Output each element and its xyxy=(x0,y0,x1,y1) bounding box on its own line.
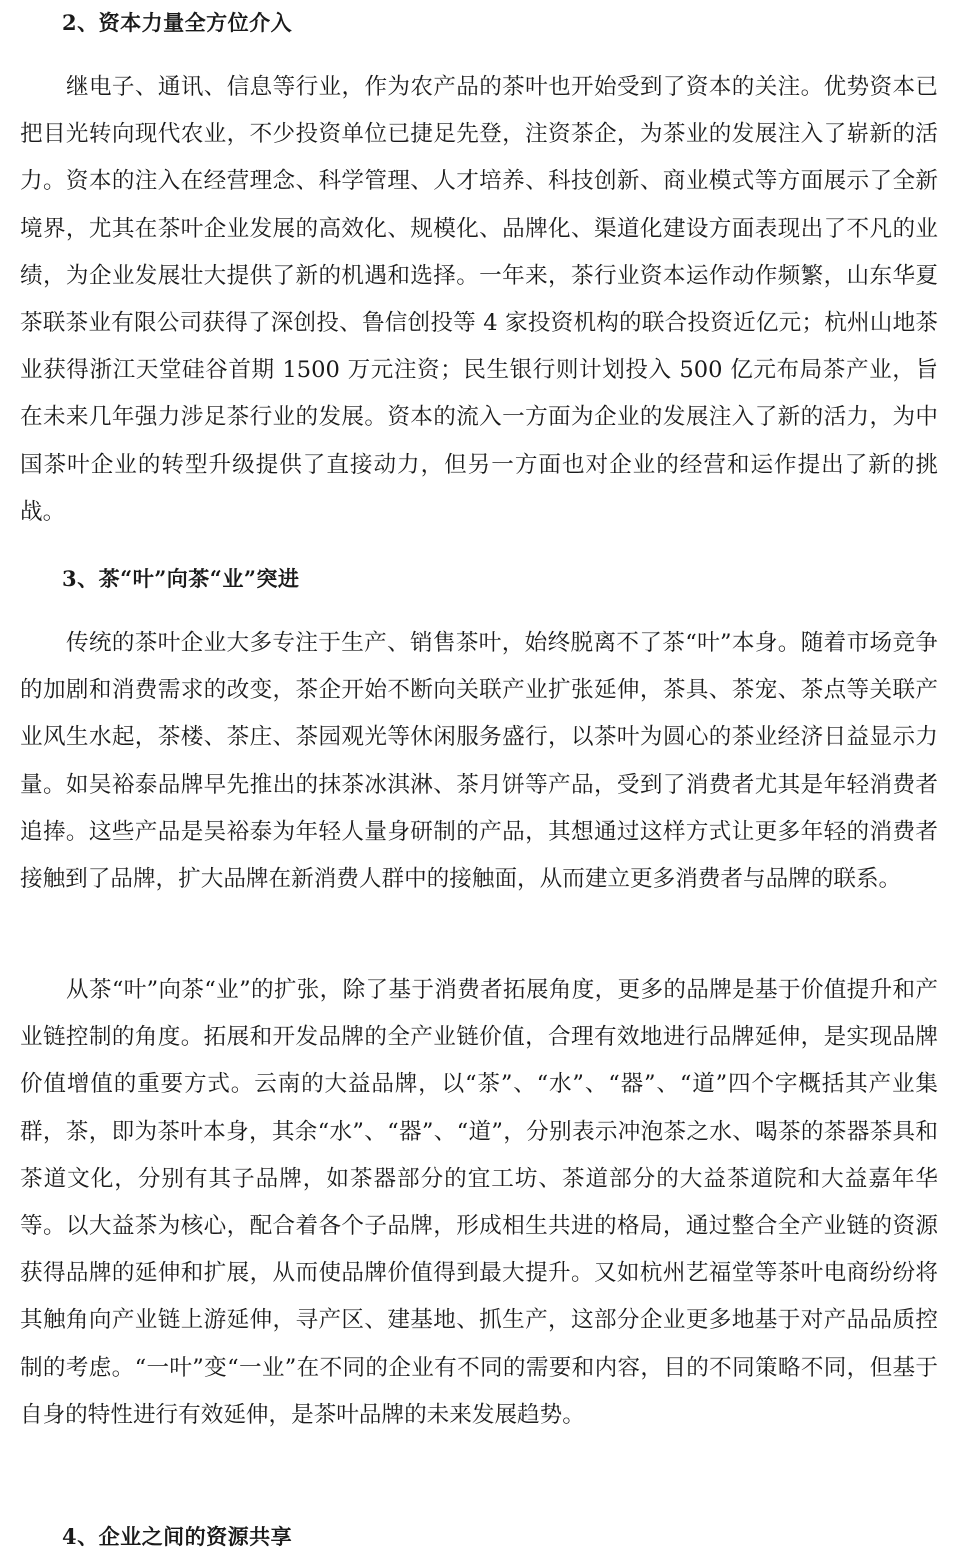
paragraph-tea-extension: 传统的茶叶企业大多专注于生产、销售茶叶，始终脱离不了茶“叶”本身。随着市场竞争的加剧和消费需求的改变，茶企开始不断向关联产业扩张延伸，茶具、茶宠、茶点等关联产业风生水起，茶楼、茶庄、茶园观光等休闲服务盛行，以茶叶为圆心的茶业经济日益显示力量。如吴裕泰品牌早先推出的抹茶冰淇淋、茶月饼等产品，受到了消费者尤其是年轻消费者追捧。这些产品是吴裕泰为年轻人量身研制的产品，其想通过这样方式让更多年轻的消费者接触到了品牌，扩大品牌在新消费人群中的接触面，从而建立更多消费者与品牌的联系。 xyxy=(20,630,938,893)
paragraph-industry-chain: 从茶“叶”向茶“业”的扩张，除了基于消费者拓展角度，更多的品牌是基于价值提升和产业链控制的角度。拓展和开发品牌的全产业链价值，合理有效地进行品牌延伸，是实现品牌价值增值的重要方式。云南的大益品牌，以“茶”、“水”、“器”、“道”四个字概括其产业集群，茶，即为茶叶本身，其余“水”、“器”、“道”，分别表示冲泡茶之水、喝茶的茶器茶具和茶道文化，分别有其子品牌，如茶器部分的宜工坊、茶道部分的大益茶道院和大益嘉年华等。以大益茶为核心，配合着各个子品牌，形成相生共进的格局，通过整合全产业链的资源获得品牌的延伸和扩展，从而使品牌价值得到最大提升。又如杭州艺福堂等茶叶电商纷纷将其触角向产业链上游延伸，寻产区、建基地、抓生产，这部分企业更多地基于对产品品质控制的考虑。“一叶”变“一业”在不同的企业有不同的需要和内容，目的不同策略不同，但基于自身的特性进行有效延伸，是茶叶品牌的未来发展趋势。 xyxy=(20,977,938,1428)
section-heading-tea-industry: 3、茶“叶”向茶“业”突进 xyxy=(62,566,300,591)
paragraph-capital: 继电子、通讯、信息等行业，作为农产品的茶叶也开始受到了资本的关注。优势资本已把目光转向现代农业，不少投资单位已捷足先登，注资茶企，为茶业的发展注入了崭新的活力。资本的注入在经营理念、科学管理、人才培养、科技创新、商业模式等方面展示了全新境界，尤其在茶叶企业发展的高效化、规模化、品牌化、渠道化建设方面表现出了不凡的业绩，为企业发展壮大提供了新的机遇和选择。一年来，茶行业资本运作动作频繁，山东华夏茶联茶业有限公司获得了深创投、鲁信创投等 4 家投资机构的联合投资近亿元；杭州山地茶业获得浙江天堂硅谷首期 1500 万元注资；民生银行则计划投入 500 亿元布局茶产业，旨在未来几年强力涉足茶行业的发展。资本的流入一方面为企业的发展注入了新的活力，为中国茶叶企业的转型升级提供了直接动力，但另一方面也对企业的经营和运作提出了新的挑战。 xyxy=(20,74,938,525)
section-heading-capital: 2、资本力量全方位介入 xyxy=(62,10,293,35)
section-heading-resource-sharing: 4、企业之间的资源共享 xyxy=(62,1524,293,1549)
